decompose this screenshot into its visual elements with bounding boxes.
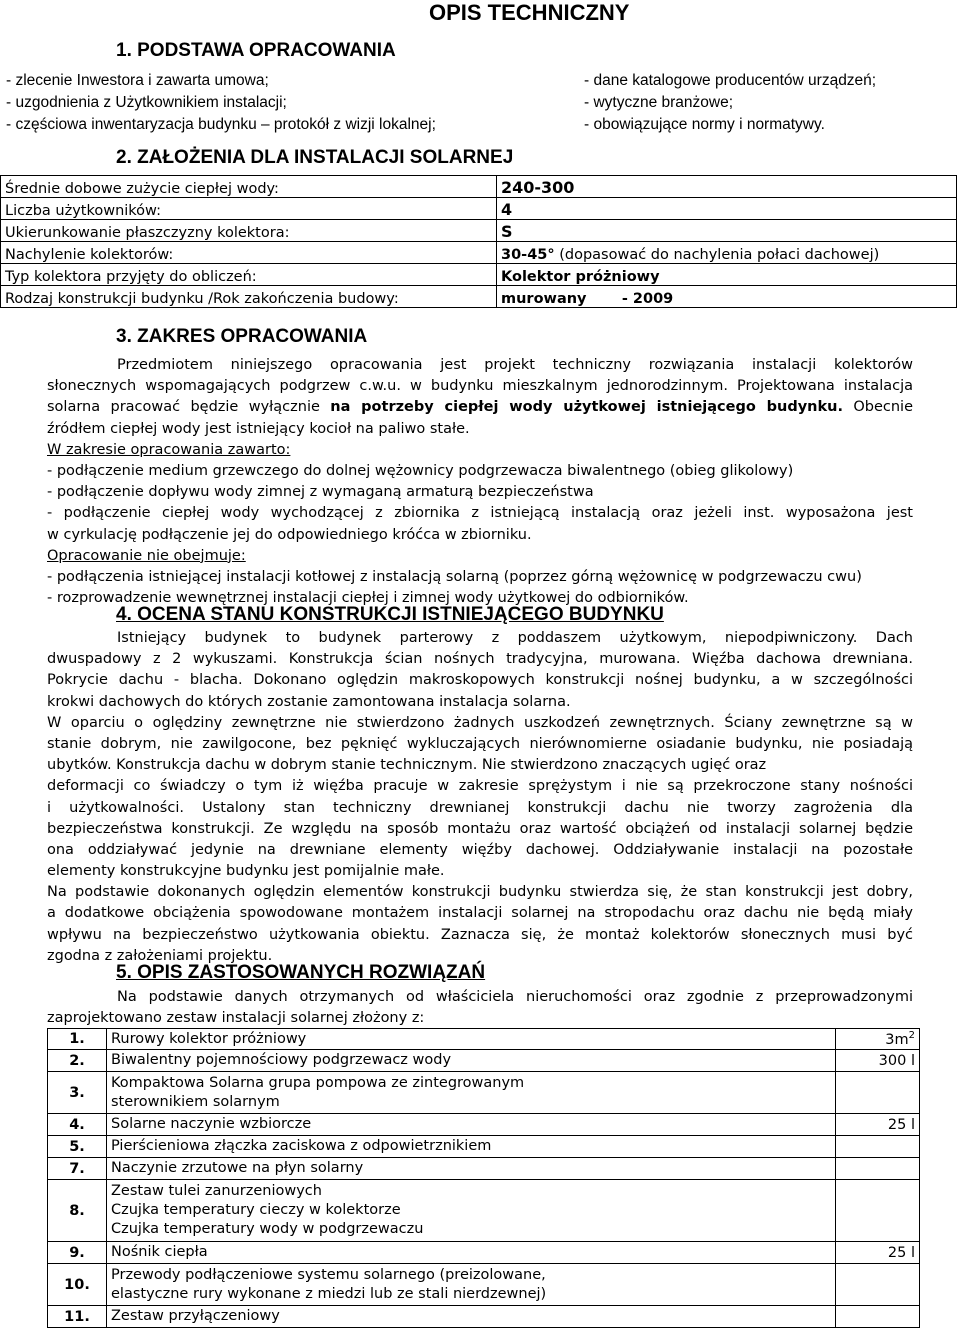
paragraph-line: Na podstawie dokonanych oględzin elementów konstrukcji budynku stwierdza się, że stan konstrukcji jest dobry,	[47, 884, 913, 901]
paragraph-line: słonecznych wspomagających podgrzew c.w.u. w budynku mieszkalnym jednorodzinnym. Projektowana instalacja	[47, 378, 913, 395]
item-name: Rurowy kolektor próżniowy	[107, 1029, 836, 1050]
item-name: Solarne naczynie wzbiorcze	[107, 1114, 836, 1136]
item-quantity	[836, 1136, 920, 1158]
item-quantity: 25 l	[836, 1114, 920, 1136]
item-name	[107, 1072, 836, 1114]
table-row	[48, 1306, 920, 1328]
table-row	[48, 1158, 920, 1180]
scope-paragraph	[47, 355, 913, 609]
paragraph-line	[47, 397, 913, 418]
basis-right-item: - obowiązujące normy i normatywy.	[584, 116, 825, 133]
basis-left-item: - uzgodnienia z Użytkownikiem instalacji;	[6, 94, 287, 111]
assumption-label: Średnie dobowe zużycie ciepłej wody:	[1, 176, 497, 198]
table-row	[1, 286, 957, 308]
paragraph-line: a dodatkowe obciążenia spowodowane montażem instalacji solarnej na stropodachu oraz dachu nie będą miały	[47, 905, 913, 922]
item-number: 3.	[48, 1072, 107, 1114]
section-3-heading: 3. ZAKRES OPRACOWANIA	[116, 326, 368, 347]
basis-left-item: - częściowa inwentaryzacja budynku – protokół z wizji lokalnej;	[6, 116, 436, 133]
assumption-value: Kolektor próżniowy	[497, 264, 957, 286]
assumption-label: Nachylenie kolektorów:	[1, 242, 497, 264]
paragraph-line: elementy konstrukcyjne budynku jest pomijalnie małe.	[47, 863, 445, 880]
solutions-intro	[47, 987, 913, 1029]
assumption-value: 240-300	[497, 176, 957, 198]
paragraph-line: bezpieczeństwa konstrukcji. Ze względu na sposób montażu oraz wartość obciążeń od instalacji solarnej będzie	[47, 820, 913, 837]
table-row	[48, 1180, 920, 1242]
exclusion-item: - podłączenia istniejącej instalacji kotłowej z instalacją solarną (poprzez górną wężownicę w podgrzewaczu cwu)	[47, 568, 862, 585]
assumption-label: Typ kolektora przyjęty do obliczeń:	[1, 264, 497, 286]
emphasis-text: na potrzeby ciepłej wody użytkowej istniejącego budynku.	[330, 399, 843, 416]
item-number: 11.	[48, 1306, 107, 1328]
text-run: Obecnie	[842, 399, 913, 416]
item-number: 5.	[48, 1136, 107, 1158]
item-number: 10.	[48, 1264, 107, 1306]
components-table	[47, 1028, 920, 1328]
table-row	[48, 1264, 920, 1306]
table-row	[1, 242, 957, 264]
table-row	[1, 220, 957, 242]
assumption-value: 4	[497, 198, 957, 220]
item-name-line: Czujka temperatury wody w podgrzewaczu	[111, 1221, 424, 1237]
assumption-value: S	[497, 220, 957, 242]
paragraph-line: stanie dobrym, nie zawilgocone, bez pęknięć wykluczających nierównomierne osiadanie budynku, nie posiadają	[47, 735, 913, 752]
item-quantity	[836, 1306, 920, 1328]
item-number: 1.	[48, 1029, 107, 1050]
table-row	[48, 1029, 920, 1050]
section-5-heading: 5. OPIS ZASTOSOWANYCH ROZWIĄZAŃ	[116, 962, 486, 983]
table-row	[48, 1114, 920, 1136]
table-row	[1, 176, 957, 198]
basis-right-item: - dane katalogowe producentów urządzeń;	[584, 72, 877, 89]
assumption-label: Ukierunkowanie płaszczyzny kolektora:	[1, 220, 497, 242]
section-4-heading: 4. OCENA STANU KONSTRUKCJI ISTNIEJĄCEGO BUDYNKU	[116, 604, 664, 625]
condition-paragraph	[47, 628, 913, 967]
item-name	[107, 1180, 836, 1242]
scope-heading: W zakresie opracowania zawarto:	[47, 441, 291, 458]
scope-item: - podłączenie medium grzewczego do dolnej wężownicy podgrzewacza biwalentnego (obieg glikolowy)	[47, 462, 794, 479]
item-name: Naczynie zrzutowe na płyn solarny	[107, 1158, 836, 1180]
item-number: 8.	[48, 1180, 107, 1242]
assumption-label: Rodzaj konstrukcji budynku /Rok zakończenia budowy:	[1, 286, 497, 308]
paragraph-line: ubytków. Konstrukcja dachu w dobrym stanie technicznym. Nie stwierdzono znaczących ugięć oraz	[47, 757, 767, 774]
table-row	[48, 1136, 920, 1158]
table-row	[48, 1072, 920, 1114]
document-title: OPIS TECHNICZNY	[429, 0, 630, 25]
item-name-line: Kompaktowa Solarna grupa pompowa ze zintegrowanym	[111, 1074, 525, 1091]
quantity-exponent: 2	[908, 1030, 915, 1042]
item-number: 2.	[48, 1050, 107, 1072]
tilt-range: 30-45°	[501, 247, 555, 263]
item-number: 9.	[48, 1242, 107, 1264]
item-quantity: 25 l	[836, 1242, 920, 1264]
item-number: 4.	[48, 1114, 107, 1136]
item-name: Biwalentny pojemnościowy podgrzewacz wody	[107, 1050, 836, 1072]
paragraph-line: Przedmiotem niniejszego opracowania jest projekt techniczny rozwiązania instalacji kolektorów	[117, 357, 913, 373]
paragraph-line: wpływu na bezpieczeństwo użytkowania obiektu. Zaznacza się, że montaż kolektorów słonecznych musi być	[47, 926, 913, 943]
paragraph-line: zgodna z założeniami projektu.	[47, 947, 273, 964]
item-name-line: elastyczne rury wykonane z miedzi lub ze stali nierdzewnej)	[111, 1285, 547, 1302]
assumption-value: murowany - 2009	[497, 286, 957, 308]
item-name: Pierścieniowa złączka zaciskowa z odpowietrznikiem	[107, 1136, 836, 1158]
assumptions-table	[0, 175, 957, 308]
item-quantity	[836, 1180, 920, 1242]
basis-right-item: - wytyczne branżowe;	[584, 94, 734, 111]
item-name-line: Zestaw tulei zanurzeniowych	[111, 1183, 322, 1199]
table-row	[48, 1050, 920, 1072]
paragraph-line: dwuspadowy z 2 wykuszami. Konstrukcja ścian nośnych tradycyjna, murowana. Więźba dachowa drewniana.	[47, 651, 913, 668]
item-quantity	[836, 1029, 920, 1050]
assumption-value	[497, 242, 957, 264]
quantity-value: 3m	[885, 1031, 909, 1048]
table-row	[48, 1242, 920, 1264]
table-row	[1, 198, 957, 220]
item-name	[107, 1264, 836, 1306]
item-name: Nośnik ciepła	[107, 1242, 836, 1264]
section-1-heading: 1. PODSTAWA OPRACOWANIA	[116, 40, 396, 61]
scope-item: w cyrkulację podłączenie jej do odpowiedniego króćca w zbiorniku.	[47, 526, 532, 543]
scope-item: - podłączenie ciepłej wody wychodzącej z zbiornika z istniejącą instalacją oraz jeżeli inst. wyposażona jest	[47, 505, 913, 522]
paragraph-line: Istniejący budynek to budynek parterowy z poddaszem użytkowym, niepodpiwniczony. Dach	[117, 630, 913, 646]
item-name-line: sterownikiem solarnym	[111, 1093, 280, 1110]
item-quantity: 300 l	[836, 1050, 920, 1072]
exclusions-heading: Opracowanie nie obejmuje:	[47, 547, 246, 564]
section-2-heading: 2. ZAŁOŻENIA DLA INSTALACJI SOLARNEJ	[116, 147, 514, 168]
item-quantity	[836, 1072, 920, 1114]
tilt-note: (dopasować do nachylenia połaci dachowej)	[554, 247, 880, 263]
paragraph-line: zaprojektowano zestaw instalacji solarnej złożony z:	[47, 1010, 425, 1027]
paragraph-line: Na podstawie danych otrzymanych od właściciela nieruchomości oraz zgodnie z przeprowadzonymi	[117, 989, 913, 1005]
exclusion-item: - rozprowadzenie wewnętrznej instalacji ciepłej i zimnej wody użytkowej do odbiorników.	[47, 590, 689, 607]
item-quantity	[836, 1158, 920, 1180]
paragraph-line: ona oddziaływać jedynie na drewniane elementy więźby dachowej. Oddziaływanie instalacji na pozostałe	[47, 841, 913, 858]
item-name: Zestaw przyłączeniowy	[107, 1306, 836, 1328]
basis-left-item: - zlecenie Inwestora i zawarta umowa;	[6, 72, 269, 89]
paragraph-line: i użytkowalności. Ustalony stan techniczny drewnianej konstrukcji dachu nie tworzy zagrożenia dla	[47, 799, 913, 816]
paragraph-line: źródłem ciepłej wody jest istniejący kocioł na paliwo stałe.	[47, 420, 470, 437]
assumption-label: Liczba użytkowników:	[1, 198, 497, 220]
scope-item: - podłączenie dopływu wody zimnej z wymaganą armaturą bezpieczeństwa	[47, 484, 594, 501]
text-run: solarna pracować będzie wyłącznie	[47, 399, 331, 416]
paragraph-line: Pokrycie dachu - blacha. Dokonano oględzin makroskopowych konstrukcji nośnej budynku, a w szczególności	[47, 672, 913, 689]
item-quantity	[836, 1264, 920, 1306]
item-name-line: Przewody podłączeniowe systemu solarnego (preizolowane,	[111, 1266, 546, 1283]
item-name-line: Czujka temperatury cieczy w kolektorze	[111, 1202, 401, 1218]
item-number: 7.	[48, 1158, 107, 1180]
paragraph-line: krokwi dachowych do których zostanie zamontowana instalacja solarna.	[47, 693, 571, 710]
paragraph-line: W oparciu o oględziny zewnętrzne nie stwierdzono żadnych uszkodzeń zewnętrznych. Ściany zewnętrzne są w	[47, 714, 913, 731]
table-row	[1, 264, 957, 286]
paragraph-line: deformacji co świadczy o tym iż więźba pracuje w zakresie sprężystym i nie są przekroczone stany nośności	[47, 778, 913, 795]
